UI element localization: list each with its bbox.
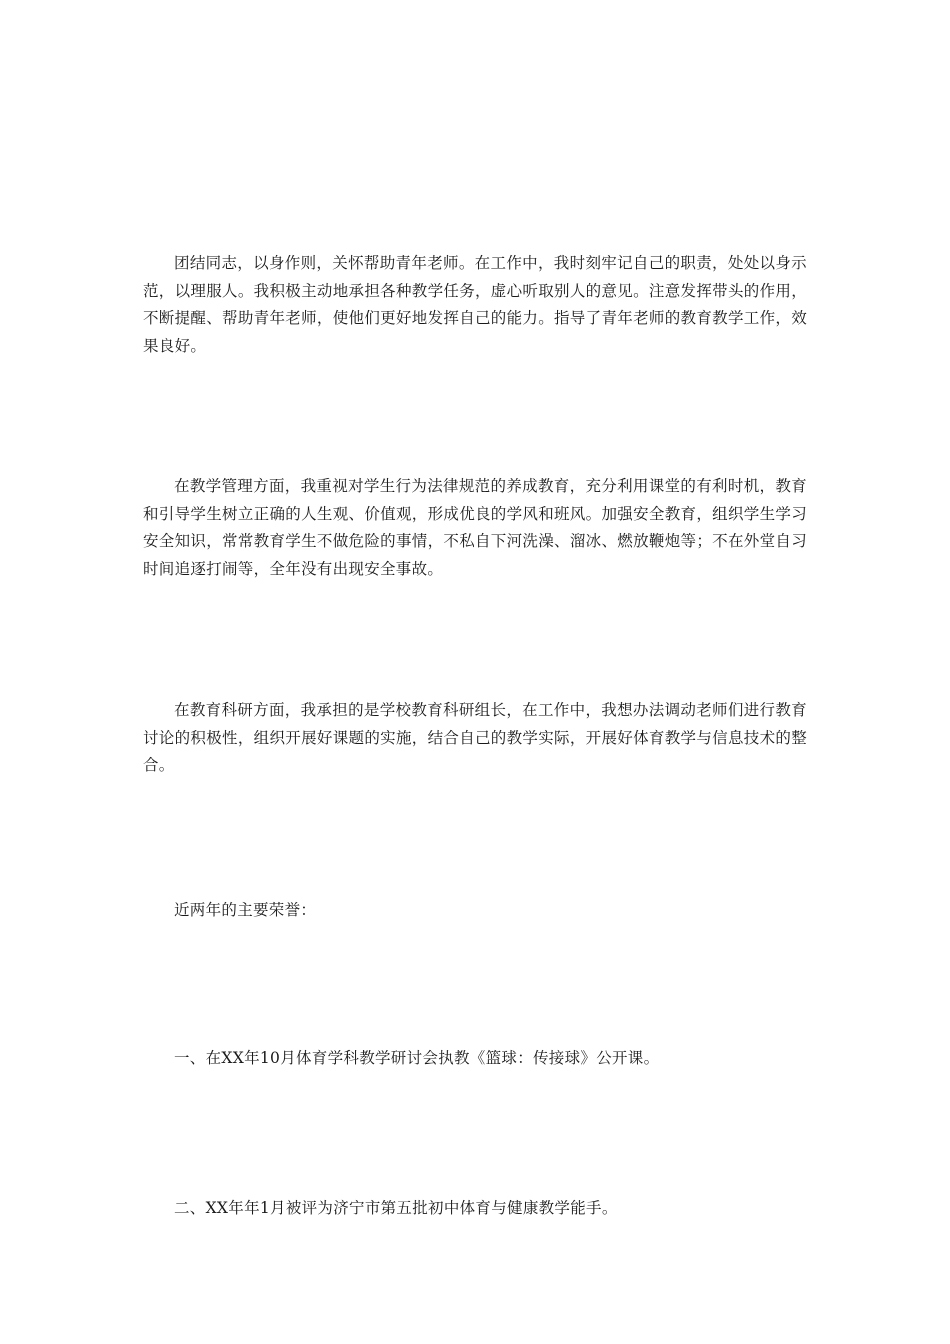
paragraph-teaching-management: 在教学管理方面，我重视对学生行为法律规范的养成教育，充分利用课堂的有利时机，教育和引导学生树立正确的人生观、价值观，形成优良的学风和班风。加强安全教育，组织学生学习安全知识，常常教育学生不做危险的事情，不私自下河洗澡、溜冰、燃放鞭炮等；不在外堂自习时间追逐打闹等，全年没有出现安全事故。: [143, 477, 807, 578]
paragraph-research: 在教育科研方面，我承担的是学校教育科研组长，在工作中，我想办法调动老师们进行教育讨论的积极性，组织开展好课题的实施，结合自己的教学实际，开展好体育教学与信息技术的整合。: [143, 701, 807, 774]
paragraph-mentoring: 团结同志，以身作则，关怀帮助青年老师。在工作中，我时刻牢记自己的职责，处处以身示范，以理服人。我积极主动地承担各种教学任务，虚心听取别人的意见。注意发挥带头的作用，不断提醒、帮助青年老师，使他们更好地发挥自己的能力。指导了青年老师的教育教学工作，效果良好。: [143, 254, 807, 355]
paragraph-honors-heading: 近两年的主要荣誉：: [174, 901, 317, 919]
paragraph-honor-2: 二、XX年年1月被评为济宁市第五批初中体育与健康教学能手。: [174, 1199, 618, 1217]
paragraph-honor-1: 一、在XX年10月体育学科教学研讨会执教《篮球：传接球》公开课。: [174, 1049, 660, 1067]
